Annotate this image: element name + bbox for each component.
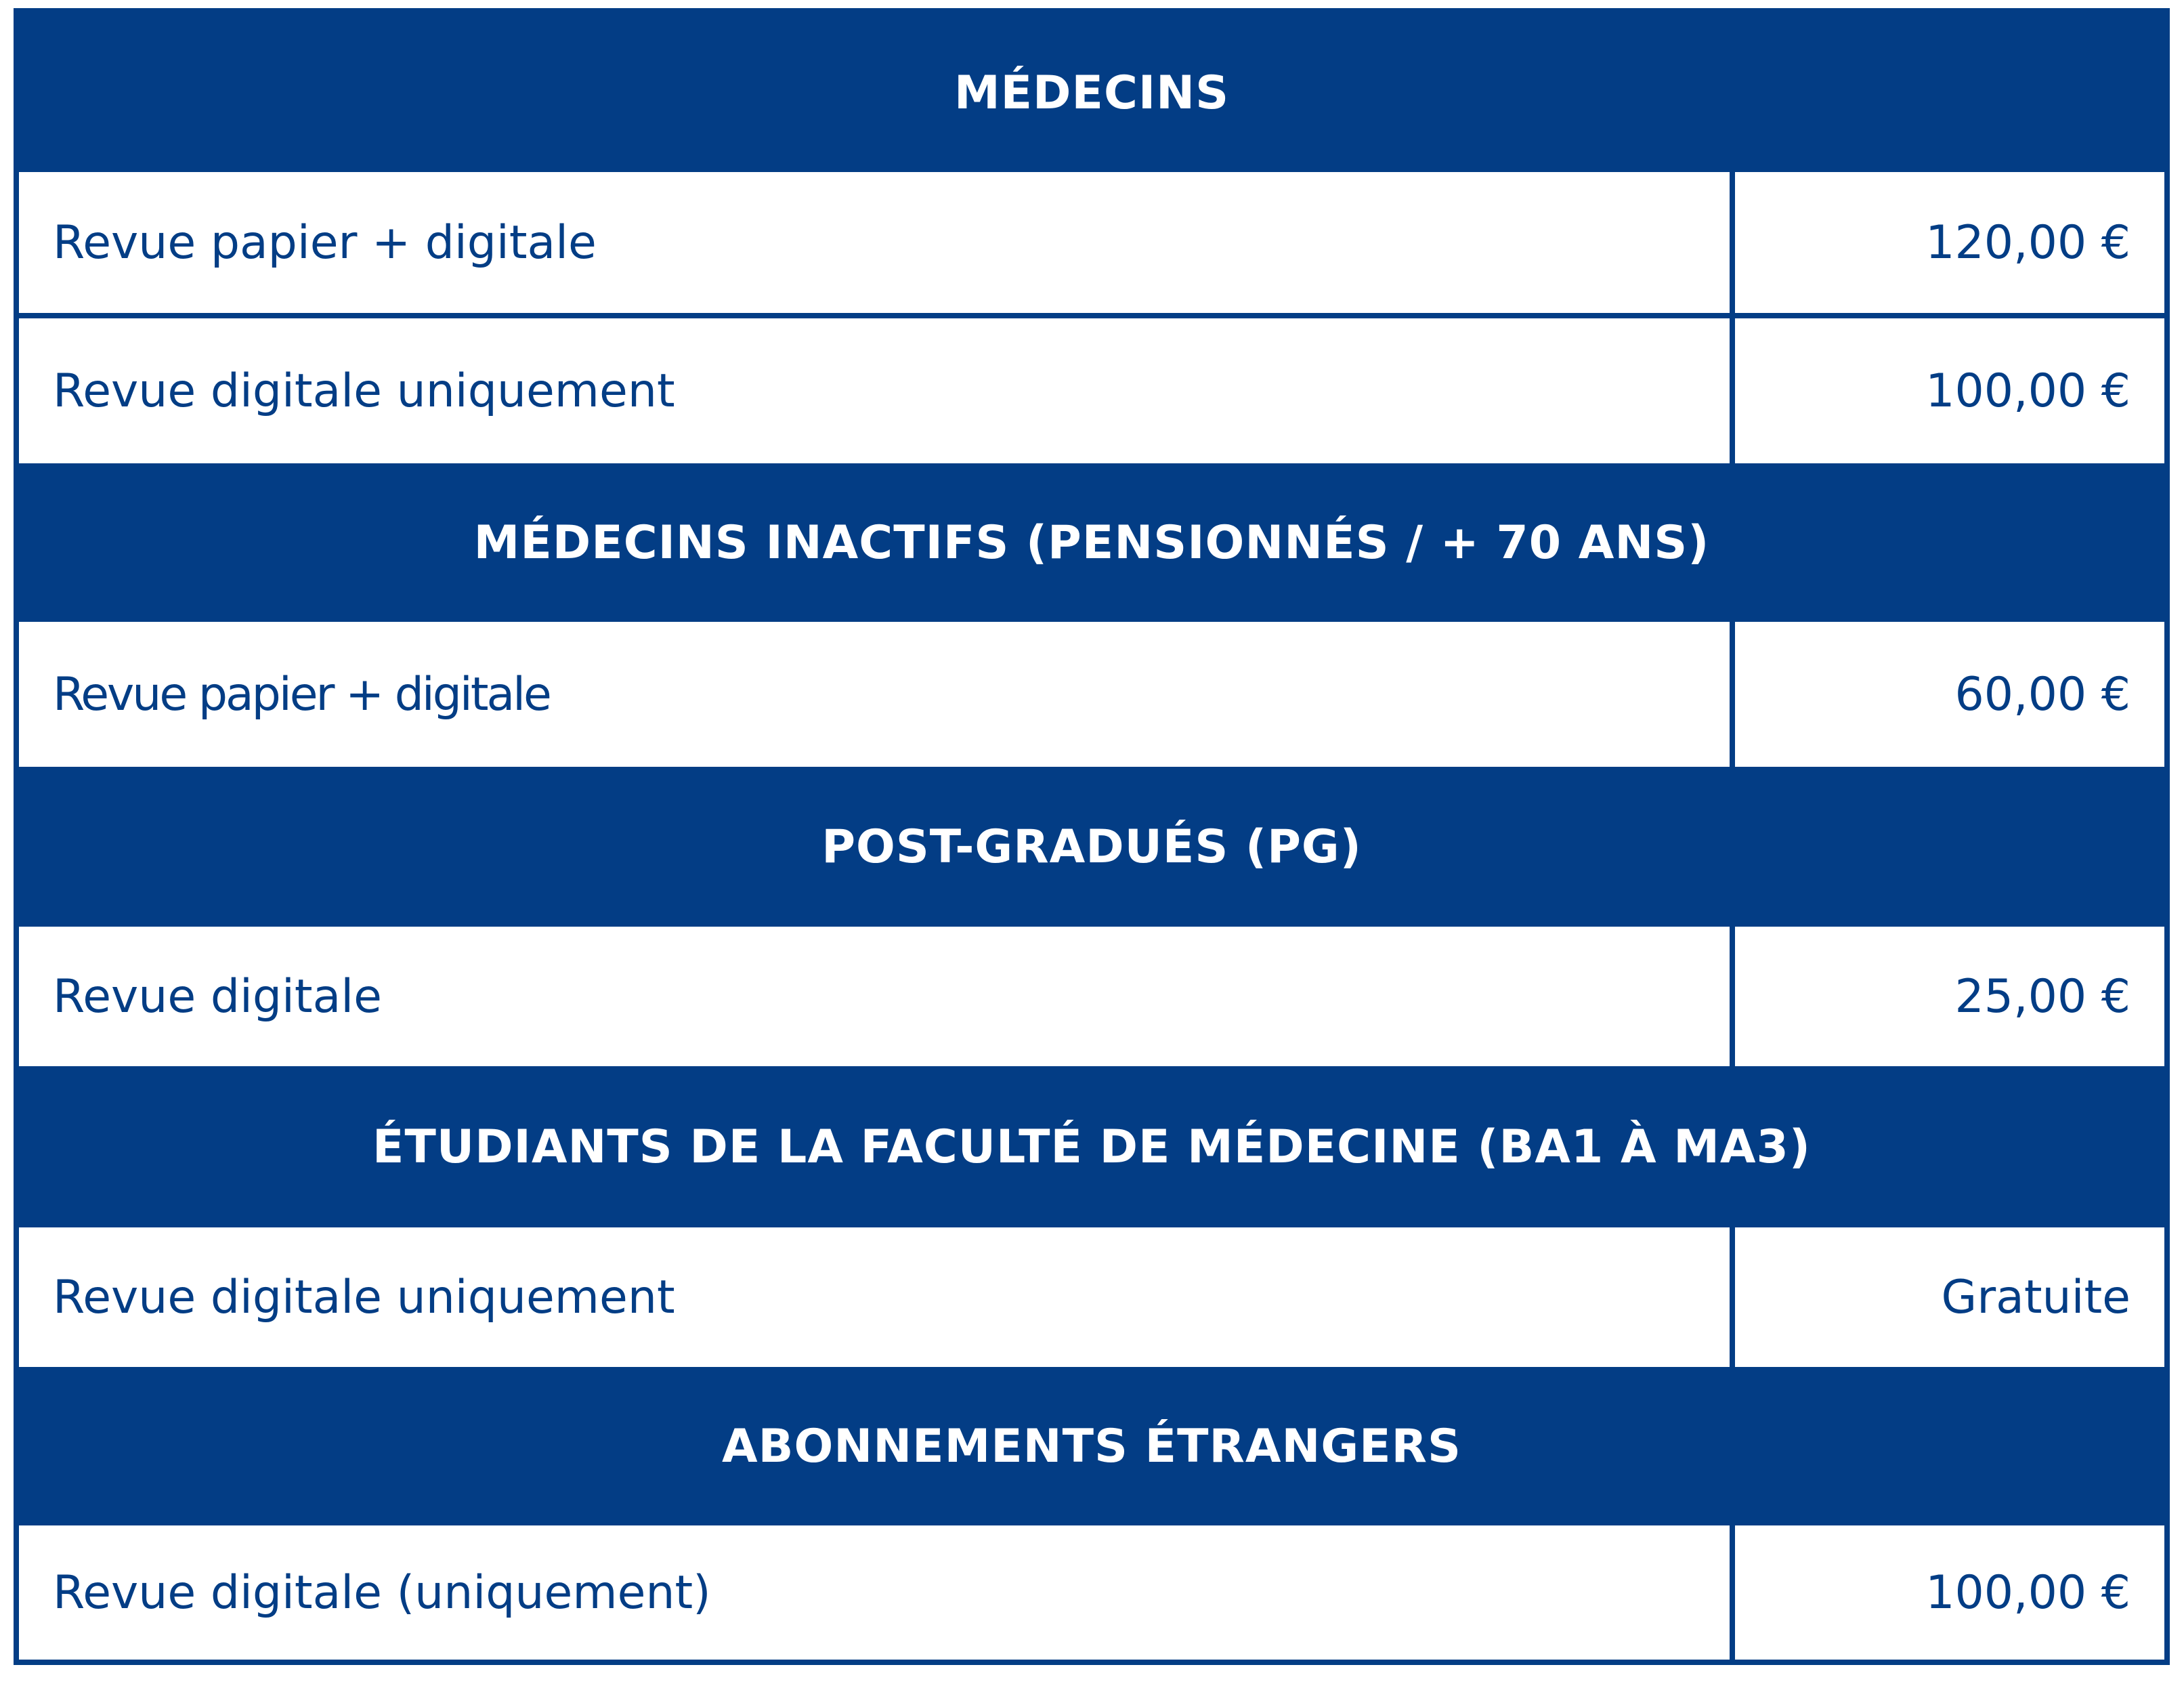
table-row — [19, 172, 2164, 313]
table-row — [19, 318, 2164, 463]
section-header-etudiants — [19, 1066, 2164, 1227]
row-label: Revue papier + digitale — [19, 172, 1730, 313]
table-row — [19, 1525, 2164, 1660]
row-label: Revue digitale uniquement — [19, 318, 1730, 463]
row-price: 60,00 € — [1735, 622, 2164, 767]
table-row — [19, 1227, 2164, 1367]
row-price: 100,00 € — [1735, 318, 2164, 463]
column-divider — [1730, 927, 1735, 1066]
section-header-medecins — [19, 14, 2164, 172]
section-title: MÉDECINS INACTIFS (PENSIONNÉS / + 70 ANS) — [473, 515, 1710, 570]
section-title: ABONNEMENTS ÉTRANGERS — [722, 1419, 1461, 1473]
column-divider — [1730, 172, 1735, 313]
row-label: Revue papier + digitale — [19, 622, 1730, 767]
column-divider — [1730, 1227, 1735, 1367]
row-label: Revue digitale — [19, 927, 1730, 1066]
row-price: Gratuite — [1735, 1227, 2164, 1367]
table-row — [19, 622, 2164, 767]
section-title: POST-GRADUÉS (PG) — [821, 820, 1362, 874]
section-header-post-gradues — [19, 767, 2164, 927]
column-divider — [1730, 318, 1735, 463]
row-price: 25,00 € — [1735, 927, 2164, 1066]
table-row — [19, 927, 2164, 1066]
section-header-medecins-inactifs — [19, 463, 2164, 622]
row-price: 120,00 € — [1735, 172, 2164, 313]
row-label: Revue digitale uniquement — [19, 1227, 1730, 1367]
row-label: Revue digitale (uniquement) — [19, 1525, 1730, 1660]
subscription-price-table — [14, 8, 2170, 1665]
row-price: 100,00 € — [1735, 1525, 2164, 1660]
column-divider — [1730, 622, 1735, 767]
section-title: ÉTUDIANTS DE LA FACULTÉ DE MÉDECINE (BA1 À MA3) — [372, 1120, 1811, 1174]
column-divider — [1730, 1525, 1735, 1660]
section-header-abonnements-etrangers — [19, 1367, 2164, 1525]
section-title: MÉDECINS — [954, 66, 1230, 120]
